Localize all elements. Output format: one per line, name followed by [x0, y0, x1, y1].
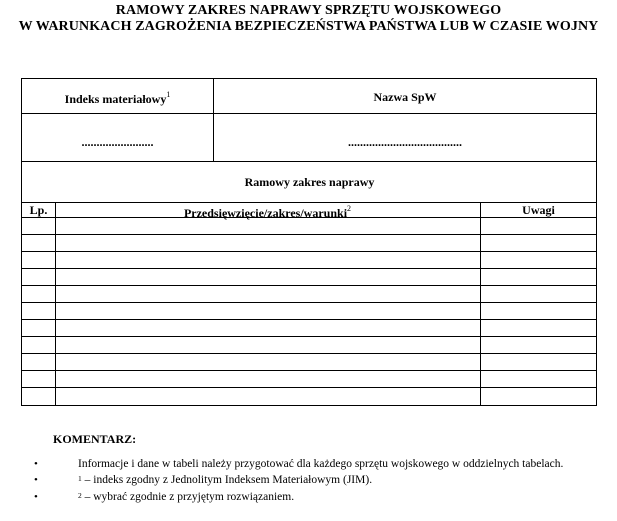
bullet-icon: •	[34, 491, 38, 503]
ramowy-zakres-section-title: Ramowy zakres naprawy	[244, 175, 375, 189]
list-item	[34, 456, 614, 472]
bullet-icon: •	[34, 458, 38, 470]
table-row	[22, 285, 596, 286]
lp-column-divider	[55, 202, 56, 406]
table-row	[22, 302, 596, 303]
table-row	[22, 336, 596, 337]
table-row	[22, 251, 596, 252]
komentarz-item-1: Informacje i dane w tabeli należy przygotować dla każdego sprzętu wojskowego w oddzielnych tabelach.	[78, 458, 564, 470]
bullet-icon: •	[34, 474, 38, 486]
komentarz-item-2: $^1$ – indeks zgodny z Jednolitym Indeksem Materiałowym (JIM).	[78, 474, 373, 486]
table-row	[22, 234, 596, 235]
document-title-line-1: RAMOWY ZAKRES NAPRAWY SPRZĘTU WOJSKOWEGO	[115, 3, 502, 18]
table-row	[22, 370, 596, 371]
column-header-uwagi: Uwagi	[522, 203, 555, 217]
komentarz-item-3: $^2$ – wybrać zgodnie z przyjętym rozwiązaniem.	[78, 491, 295, 503]
nazwa-spw-label: Nazwa SpW	[373, 90, 437, 104]
document-title-line-2: W WARUNKACH ZAGROŻENIA BEZPIECZEŃSTWA PAŃSTWA LUB W CZASIE WOJNY	[18, 19, 599, 34]
list-item	[34, 489, 614, 505]
table-rule	[22, 113, 596, 114]
repair-scope-table	[21, 78, 597, 406]
table-rule	[22, 161, 596, 162]
column-header-przedsiewziecie: Przedsięwzięcie/zakres/warunki$^2$	[183, 204, 352, 220]
table-row	[22, 319, 596, 320]
uwagi-column-divider	[480, 202, 481, 406]
table-row	[22, 353, 596, 354]
column-header-lp: Lp.	[29, 203, 48, 217]
table-row	[22, 387, 596, 388]
komentarz-heading: KOMENTARZ:	[53, 432, 137, 446]
list-item	[34, 472, 614, 488]
indeks-materialowy-value[interactable]: ........................	[81, 135, 154, 149]
indeks-materialowy-label: Indeks materiałowy$^1$	[64, 90, 171, 106]
table-row	[22, 268, 596, 269]
nazwa-spw-value[interactable]: ......................................	[348, 135, 462, 149]
